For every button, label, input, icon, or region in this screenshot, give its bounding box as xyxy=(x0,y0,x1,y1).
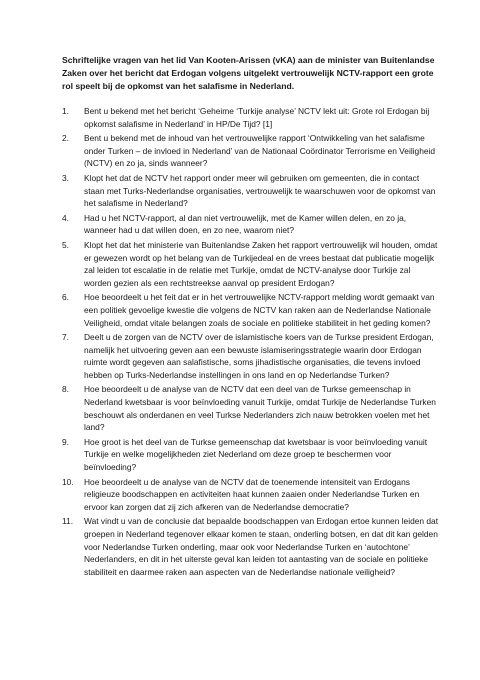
question-item xyxy=(62,515,440,578)
question-list xyxy=(62,105,440,578)
question-text: Bent u bekend met de inhoud van het vertrouwelijke rapport ‘Ontwikkeling van het salafisme onder Turken – de invloed in Nederland’ van de Nationaal Coördinator Terrorisme en Veiligheid (NCTV) en zo ja, sinds wanneer? xyxy=(84,133,436,169)
question-item xyxy=(62,105,440,130)
question-number: 7. xyxy=(62,332,69,343)
question-number: 3. xyxy=(62,172,69,183)
question-number: 10. xyxy=(62,476,74,487)
question-number: 5. xyxy=(62,239,69,250)
question-item xyxy=(62,476,440,514)
question-item xyxy=(62,383,440,433)
question-text: Had u het NCTV-rapport, al dan niet vertrouwelijk, met de Kamer willen delen, en zo ja, wanneer had u dat willen doen, en zo nee, waarom niet? xyxy=(84,212,407,236)
question-item xyxy=(62,212,440,237)
question-item xyxy=(62,132,440,170)
question-text: Deelt u de zorgen van de NCTV over de islamistische koers van de Turkse president Erdogan, namelijk het uitvoering geven aan een bewuste islamiseringsstrategie waarin door Erdogan ruimte wordt gegeven aan salafistische, soms jihadistische organisaties, die tevens invloed hebben op Turks-Nederlandse instellingen in ons land en op Nederlandse Turken? xyxy=(84,332,434,380)
question-item xyxy=(62,291,440,329)
question-item xyxy=(62,172,440,210)
question-number: 9. xyxy=(62,436,69,447)
document-heading: Schriftelijke vragen van het lid Van Kooten-Arissen (vKA) aan de minister van Buitenlandse Zaken over het bericht dat Erdogan volgens uitgelekt vertrouwelijk NCTV-rapport een grote rol speelt bij de opkomst van het salafisme in Nederland. xyxy=(62,55,435,91)
question-item xyxy=(62,436,440,474)
question-item xyxy=(62,331,440,381)
question-text: Klopt het dat het ministerie van Buitenlandse Zaken het rapport vertrouwelijk wil houden, omdat er gewezen wordt op het belang van de Turkijedeal en de vrees bestaat dat publicatie mogelijk zal leiden tot escalatie in de relatie met Turkije, omdat de NCTV-analyse door Turkije zal worden gezien als een rechtstreekse aanval op president Erdogan? xyxy=(84,239,438,288)
question-item xyxy=(62,239,440,289)
question-text: Hoe beoordeelt u de analyse van de NCTV dat de toenemende intensiteit van Erdogans religieuze boodschappen en activiteiten haat kunnen zaaien onder Nederlandse Turken en ervoor kan zorgen dat zij zich afkeren van de Nederlandse democratie? xyxy=(84,476,420,512)
question-text: Bent u bekend met het bericht ‘Geheime ‘Turkije analyse’ NCTV lekt uit: Grote rol Erdogan bij opkomst salafisme in Nederland’ in HP/De Tijd? [1] xyxy=(84,106,430,129)
question-number: 4. xyxy=(62,212,69,223)
question-number: 11. xyxy=(62,516,74,527)
question-text: Hoe beoordeelt u het feit dat er in het vertrouwelijke NCTV-rapport melding wordt gemaakt van een politiek gevoelige kwestie die volgens de NCTV kan raken aan de Nederlandse Nationale Veiligheid, omdat vitale belangen zoals de sociale en politieke stabiliteit in het geding komen? xyxy=(84,292,435,328)
question-text: Hoe groot is het deel van de Turkse gemeenschap dat kwetsbaar is voor beïnvloeding vanuit Turkije en welke mogelijkheden ziet Nederland om deze groep te beschermen voor beïnvloeding? xyxy=(84,436,428,473)
question-text: Wat vindt u van de conclusie dat bepaalde boodschappen van Erdogan ertoe kunnen leiden dat groepen in Nederland tegenover elkaar komen te staan, onderling botsen, en dat dit kan gelden voor Nederlandse Turken onderling, maar ook voor Nederlandse Turken en ‘autochtone’ Nederlanders, en dit in het uiterste geval kan leiden tot aantasting van de sociale en politieke stabiliteit en daarmee raken aan aspecten van de Nederlandse nationale veiligheid? xyxy=(84,516,439,577)
question-text: Klopt het dat de NCTV het rapport onder meer wil gebruiken om gemeenten, die in contact staan met Turks-Nederlandse organisaties, vertrouwelijk te waarschuwen voor de opkomst van het salafisme in Nederland? xyxy=(84,172,436,209)
question-number: 6. xyxy=(62,292,69,303)
question-number: 1. xyxy=(62,106,69,116)
question-number: 2. xyxy=(62,133,69,144)
question-number: 8. xyxy=(62,384,69,395)
question-text: Hoe beoordeelt u de analyse van de NCTV dat een deel van de Turkse gemeenschap in Nederland kwetsbaar is voor beïnvloeding vanuit Turkije, omdat Turkije de Nederlandse Turken beschouwt als onderdanen en veel Turkse Nederlanders zich nauw betrokken voelen met het land? xyxy=(84,384,436,433)
